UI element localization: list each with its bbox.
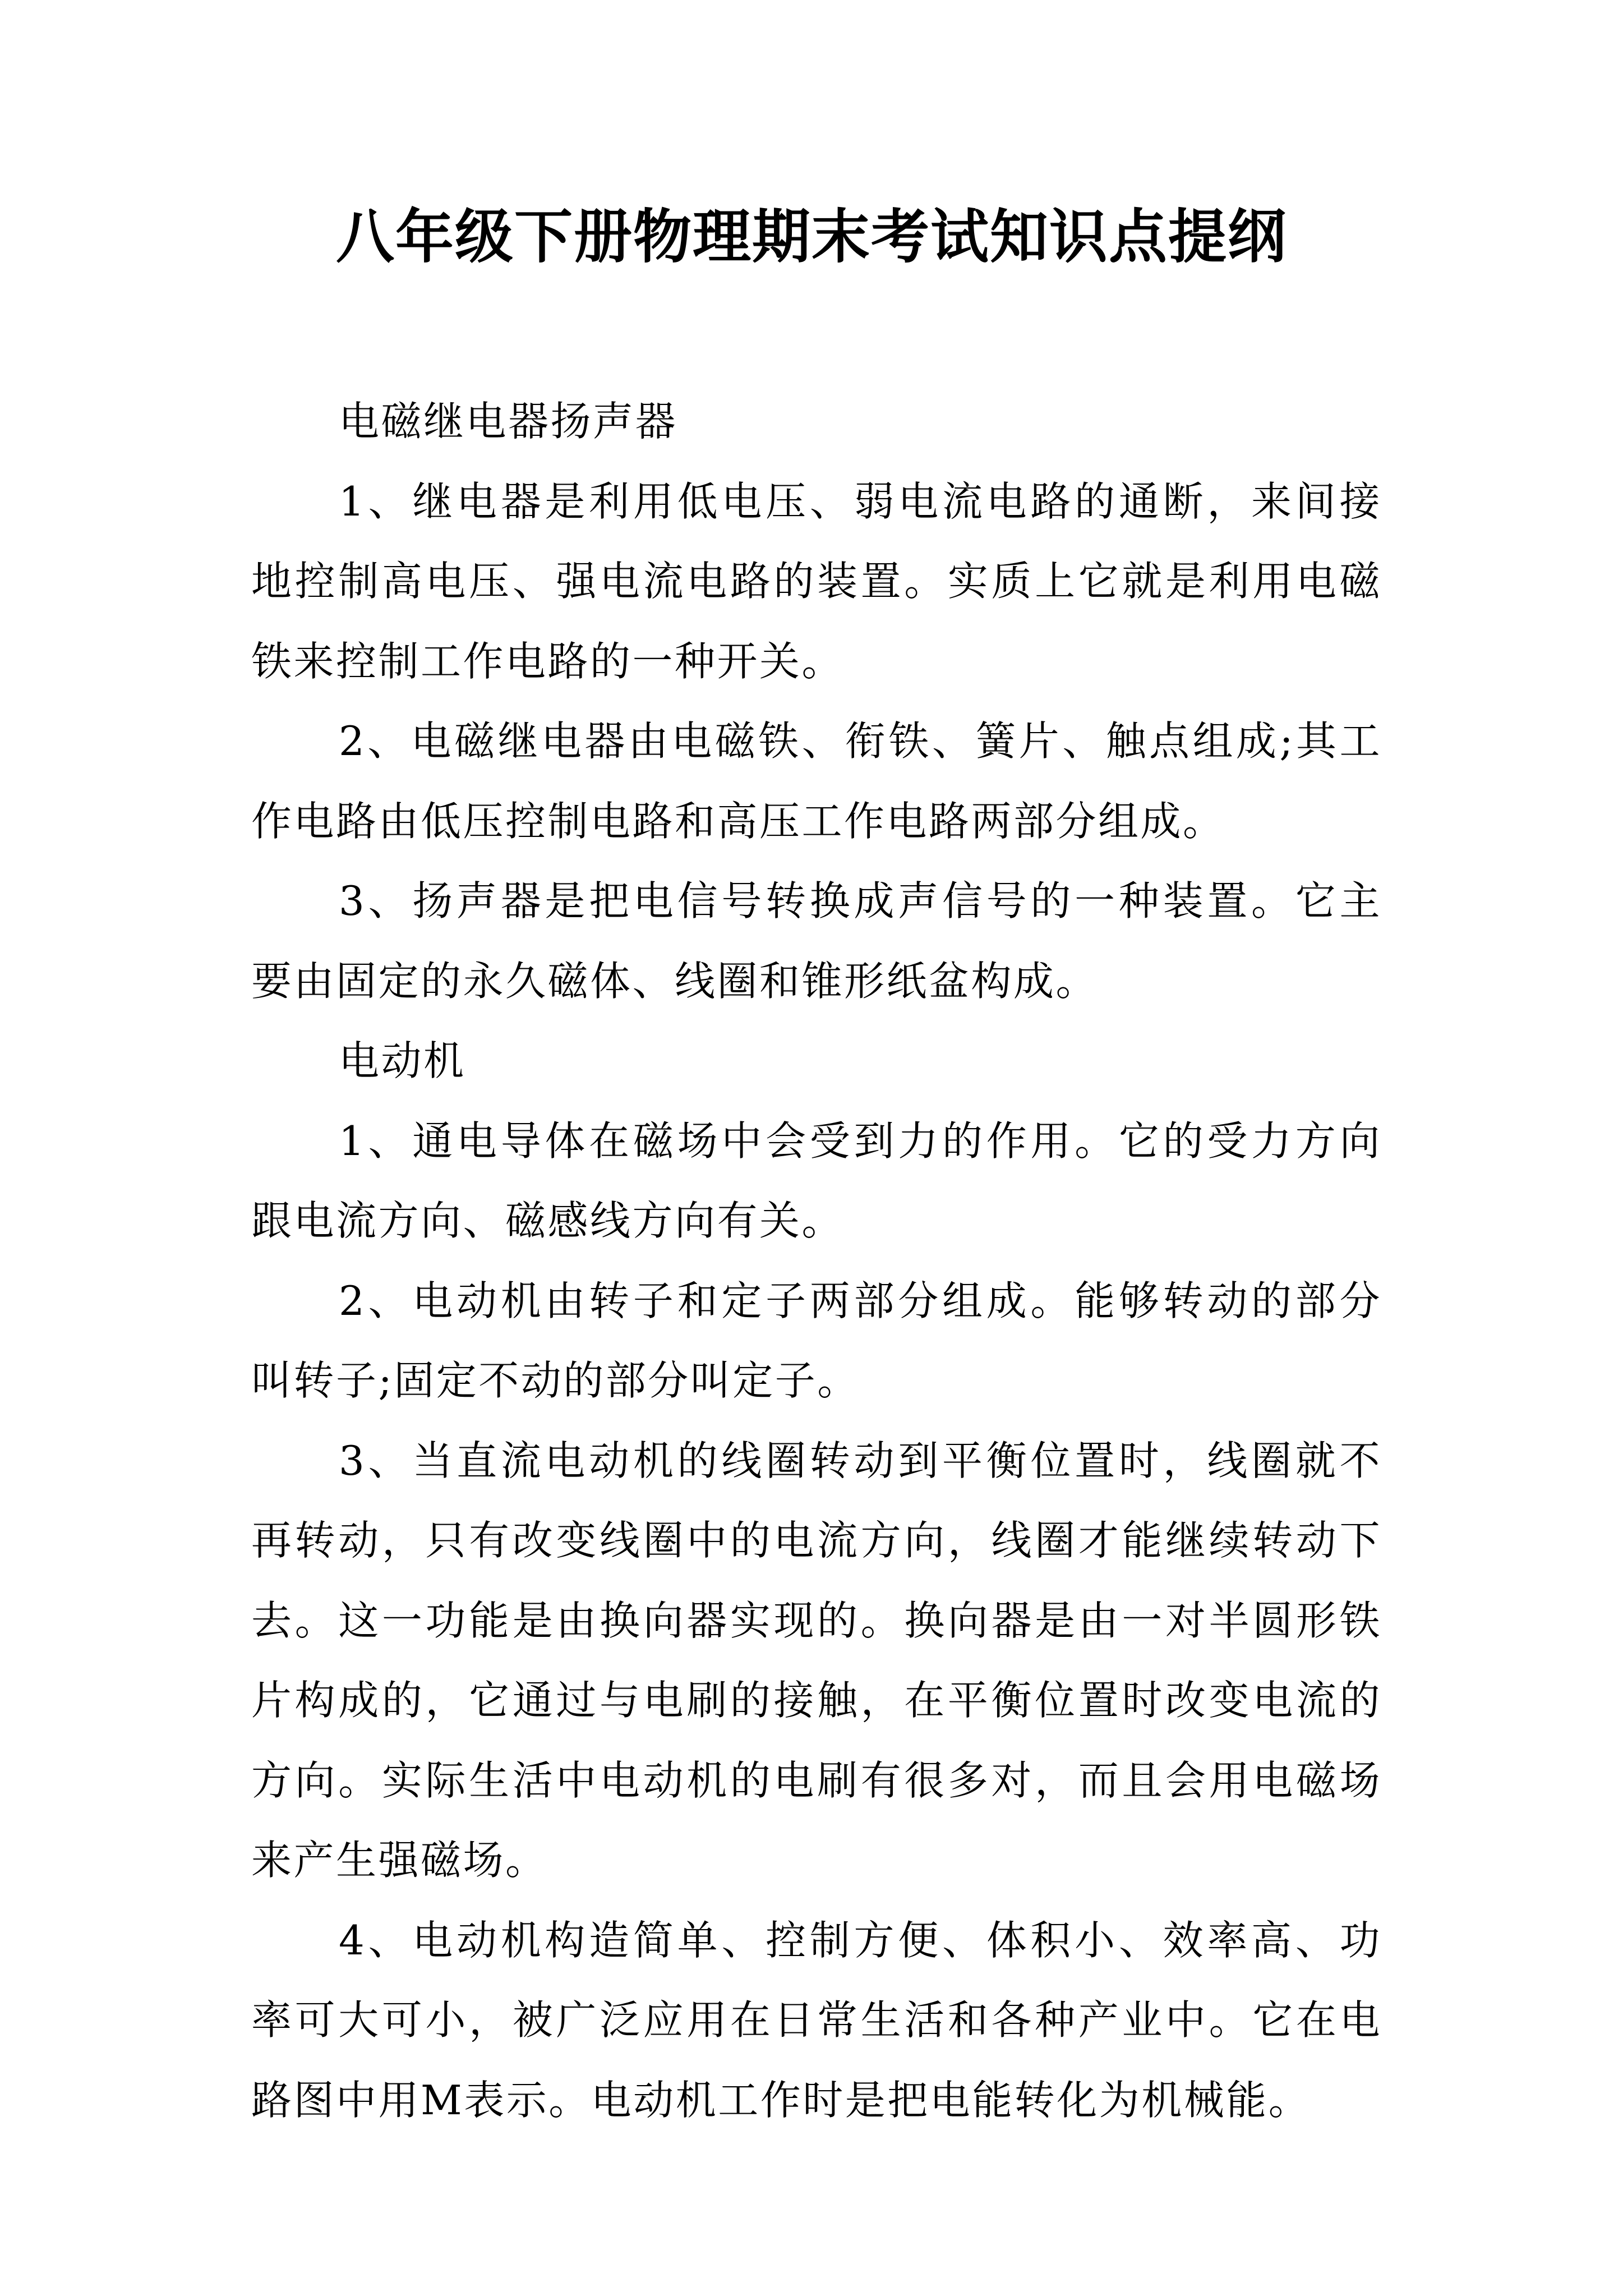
paragraph: 2、电动机由转子和定子两部分组成。能够转动的部分叫转子;固定不动的部分叫定子。 [251, 1277, 1382, 1404]
paragraph: 3、当直流电动机的线圈转动到平衡位置时，线圈就不再转动，只有改变线圈中的电流方向，线圈才能继续转动下去。这一功能是由换向器实现的。换向器是由一对半圆形铁片构成的，它通过与电刷的接触，在平衡位置时改变电流的方向。实际生活中电动机的电刷有很多对，而且会用电磁场来产生强磁场。 [251, 1437, 1382, 1884]
paragraph: 1、继电器是利用低电压、弱电流电路的通断，来间接地控制高电压、强电流电路的装置。实质上它就是利用电磁铁来控制工作电路的一种开关。 [251, 477, 1382, 685]
document-body [251, 381, 1382, 2140]
document-title: 八年级下册物理期末考试知识点提纲 [335, 202, 1287, 271]
section-heading-motor: 电动机 [339, 1037, 466, 1084]
paragraph: 1、通电导体在磁场中会受到力的作用。它的受力方向跟电流方向、磁感线方向有关。 [251, 1117, 1382, 1244]
paragraph: 2、电磁继电器由电磁铁、衔铁、簧片、触点组成;其工作电路由低压控制电路和高压工作电路两部分组成。 [251, 717, 1382, 845]
section-heading-relay-speaker: 电磁继电器扬声器 [339, 398, 678, 445]
paragraph: 4、电动机构造简单、控制方便、体积小、效率高、功率可大可小，被广泛应用在日常生活和各种产业中。它在电路图中用M表示。电动机工作时是把电能转化为机械能。 [251, 1916, 1382, 2124]
paragraph: 3、扬声器是把电信号转换成声信号的一种装置。它主要由固定的永久磁体、线圈和锥形纸盆构成。 [251, 877, 1382, 1005]
